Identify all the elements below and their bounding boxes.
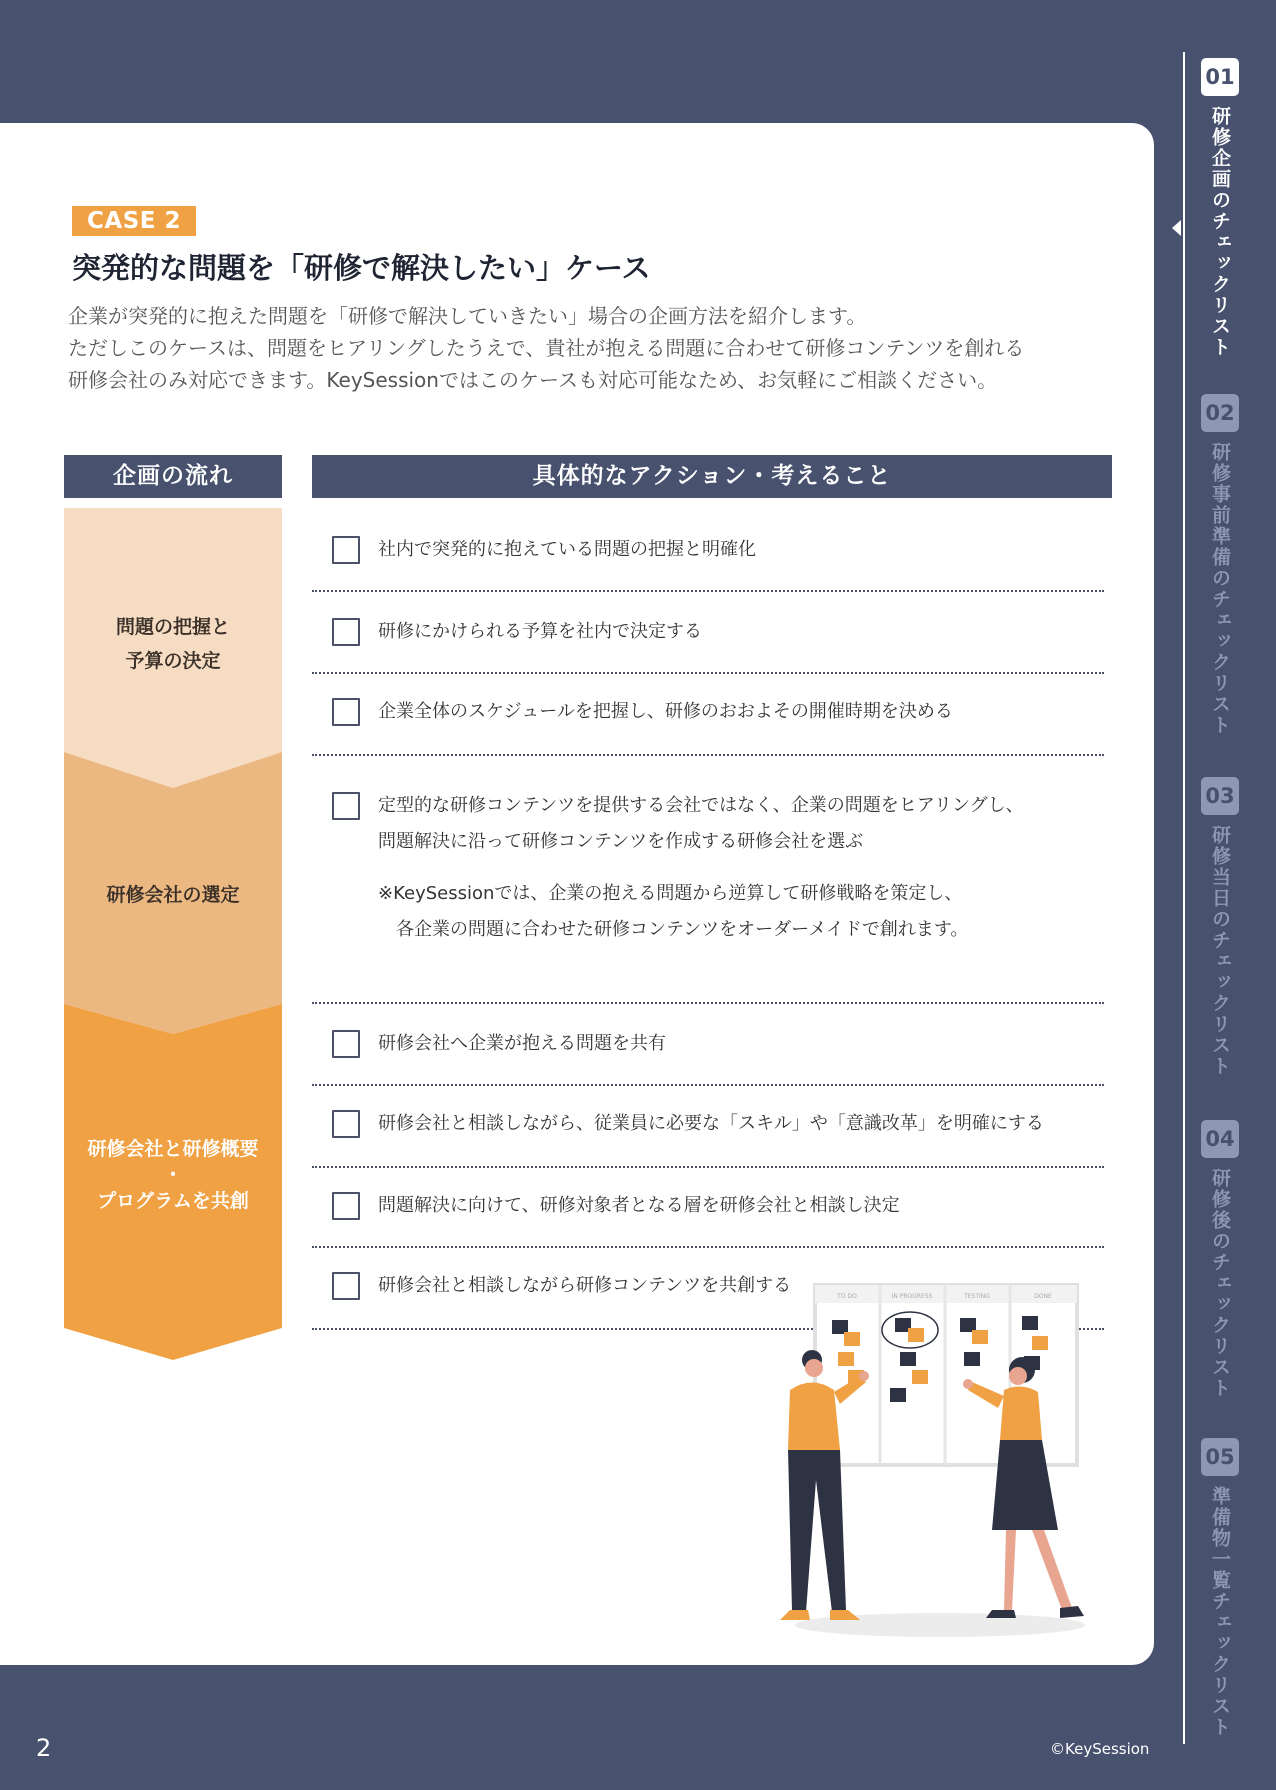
tab-label: 研修当日のチェックリスト: [1209, 825, 1231, 1077]
tab-label: 研修後のチェックリスト: [1209, 1168, 1231, 1399]
case-badge: CASE 2: [72, 206, 196, 236]
tab-label: 準備物一覧チェックリスト: [1209, 1486, 1231, 1738]
checkbox[interactable]: [332, 1192, 360, 1220]
side-tab-03[interactable]: [1201, 777, 1239, 1077]
checklist-row: [312, 1004, 1104, 1086]
checklist-row: [312, 592, 1104, 674]
tab-number: 01: [1201, 58, 1239, 96]
action-text: 研修会社へ企業が抱える問題を共有: [378, 1033, 666, 1054]
checklist-row: [312, 508, 1104, 592]
board-column-label: DONE: [1034, 1293, 1052, 1300]
action-text: 研修会社と相談しながら研修コンテンツを共創する: [378, 1275, 792, 1296]
board-column-label: TO DO: [837, 1293, 857, 1300]
checkbox[interactable]: [332, 1272, 360, 1300]
intro-line: ただしこのケースは、問題をヒアリングしたうえで、貴社が抱える問題に合わせて研修コンテンツを創れる: [68, 336, 1025, 360]
checklist-row: [312, 756, 1104, 1004]
side-tab-01[interactable]: [1201, 58, 1239, 358]
checkbox[interactable]: [332, 792, 360, 820]
action-text: 企業全体のスケジュールを把握し、研修のおおよその開催時期を決める: [378, 701, 953, 722]
checkbox[interactable]: [332, 1110, 360, 1138]
checkbox[interactable]: [332, 618, 360, 646]
flow-column-header: 企画の流れ: [64, 455, 282, 498]
checklist-row: [312, 674, 1104, 756]
action-text: 研修にかけられる予算を社内で決定する: [378, 621, 702, 642]
action-note: ※KeySessionでは、企業の抱える問題から逆算して研修戦略を策定し、: [378, 883, 963, 904]
action-text: 問題解決に沿って研修コンテンツを作成する研修会社を選ぶ: [378, 831, 864, 852]
page-number: 2: [36, 1734, 52, 1762]
intro-text: [68, 300, 1024, 396]
board-column-label: IN PROGRESS: [891, 1293, 933, 1300]
checkbox[interactable]: [332, 698, 360, 726]
side-tab-05[interactable]: [1201, 1438, 1239, 1738]
flow-column: [64, 508, 282, 1360]
copyright: ©KeySession: [1050, 1740, 1150, 1758]
action-text: 研修会社と相談しながら、従業員に必要な「スキル」や「意識改革」を明確にする: [378, 1113, 1044, 1134]
page-title: 突発的な問題を「研修で解決したい」ケース: [72, 251, 651, 285]
board-column-label: TESTING: [964, 1293, 990, 1300]
intro-line: 企業が突発的に抱えた問題を「研修で解決していきたい」場合の企画方法を紹介します。: [68, 304, 867, 328]
checklist-row: [312, 1086, 1104, 1168]
tab-label: 研修企画のチェックリスト: [1209, 106, 1231, 358]
man-figure: [780, 1350, 869, 1620]
team-planning-illustration: [760, 1280, 1120, 1640]
checkbox[interactable]: [332, 1030, 360, 1058]
action-text: 定型的な研修コンテンツを提供する会社ではなく、企業の問題をヒアリングし、: [378, 795, 1024, 816]
intro-line: 研修会社のみ対応できます。KeySessionではこのケースも対応可能なため、お気軽にご相談ください。: [68, 368, 998, 392]
stage-label-1: 問題の把握と 予算の決定: [115, 616, 230, 672]
side-tab-02[interactable]: [1201, 394, 1239, 736]
checkbox[interactable]: [332, 536, 360, 564]
stage-label-2: 研修会社の選定: [106, 884, 240, 906]
side-divider: [1183, 52, 1185, 1744]
tab-number: 05: [1201, 1438, 1239, 1476]
actions-column-header: 具体的なアクション・考えること: [312, 455, 1112, 498]
action-text: 問題解決に向けて、研修対象者となる層を研修会社と相談し決定: [378, 1195, 900, 1216]
stage-label-3: 研修会社と研修概要 ・ プログラムを共創: [87, 1138, 259, 1212]
side-tab-04[interactable]: [1201, 1120, 1239, 1399]
side-navigation: [1180, 0, 1276, 1790]
tab-number: 02: [1201, 394, 1239, 432]
tab-label: 研修事前準備のチェックリスト: [1209, 442, 1231, 736]
tab-number: 04: [1201, 1120, 1239, 1158]
tab-number: 03: [1201, 777, 1239, 815]
checklist-row: [312, 1168, 1104, 1248]
action-text: 社内で突発的に抱えている問題の把握と明確化: [378, 539, 756, 560]
action-note: 各企業の問題に合わせた研修コンテンツをオーダーメイドで創れます。: [378, 919, 969, 940]
